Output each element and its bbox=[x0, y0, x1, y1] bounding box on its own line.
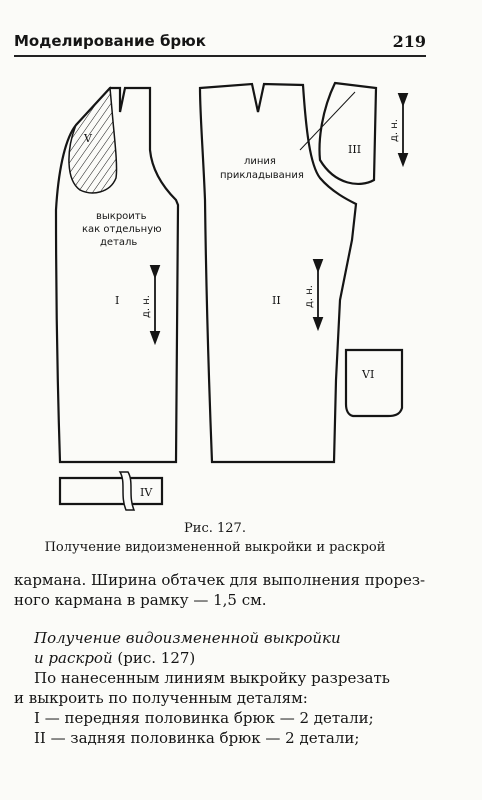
label-piece-iv: IV bbox=[140, 486, 153, 499]
body-line-3: По нанесенным линиям выкройку разрезать bbox=[34, 669, 390, 687]
line-label-1: линия bbox=[244, 156, 276, 167]
pocket-piece-v bbox=[69, 88, 117, 193]
section-heading-line-2 bbox=[34, 648, 446, 668]
figure-reference: (рис. 127) bbox=[112, 649, 196, 667]
label-piece-i: I bbox=[115, 294, 120, 307]
cut-note-line-1: выкроить bbox=[96, 211, 147, 222]
grain-label-front: д. н. bbox=[141, 295, 152, 318]
label-piece-v: V bbox=[84, 132, 92, 145]
body-line-1: кармана. Ширина обтачек для выполнения прорез- bbox=[14, 571, 426, 589]
section-heading-text-2: и раскрой bbox=[34, 649, 113, 667]
header-rule bbox=[14, 55, 426, 57]
cut-note-line-2: как отдельную bbox=[82, 224, 162, 235]
section-heading-text-1: Получение видоизмененной выкройки bbox=[34, 629, 341, 647]
running-header-title: Моделирование брюк bbox=[14, 32, 206, 50]
body-line-2: ного кармана в рамку — 1,5 см. bbox=[14, 591, 267, 609]
line-label-2: прикладывания bbox=[220, 170, 304, 181]
grain-label-iii: д. н. bbox=[389, 119, 400, 142]
cut-note-line-3: деталь bbox=[100, 237, 138, 248]
body-line-4: и выкроить по полученным деталям: bbox=[14, 689, 308, 707]
piece-iii-outline bbox=[320, 83, 376, 184]
pattern-figure bbox=[0, 60, 482, 520]
back-half-piece-outline bbox=[200, 84, 356, 462]
piece-vi-outline bbox=[346, 350, 402, 416]
page-number: 219 bbox=[392, 32, 426, 51]
label-piece-ii: II bbox=[272, 294, 281, 307]
list-item-2: II — задняя половинка брюк — 2 детали; bbox=[34, 729, 360, 747]
figure-caption-text: Получение видоизмененной выкройки и раскрой bbox=[44, 540, 386, 555]
label-piece-vi: VI bbox=[362, 368, 375, 381]
figure-caption-number: Рис. 127. bbox=[184, 521, 246, 536]
grain-label-back: д. н. bbox=[304, 285, 315, 308]
label-piece-iii: III bbox=[348, 143, 362, 156]
list-item-1: I — передняя половинка брюк — 2 детали; bbox=[34, 709, 374, 727]
section-heading-line-1 bbox=[34, 628, 446, 648]
